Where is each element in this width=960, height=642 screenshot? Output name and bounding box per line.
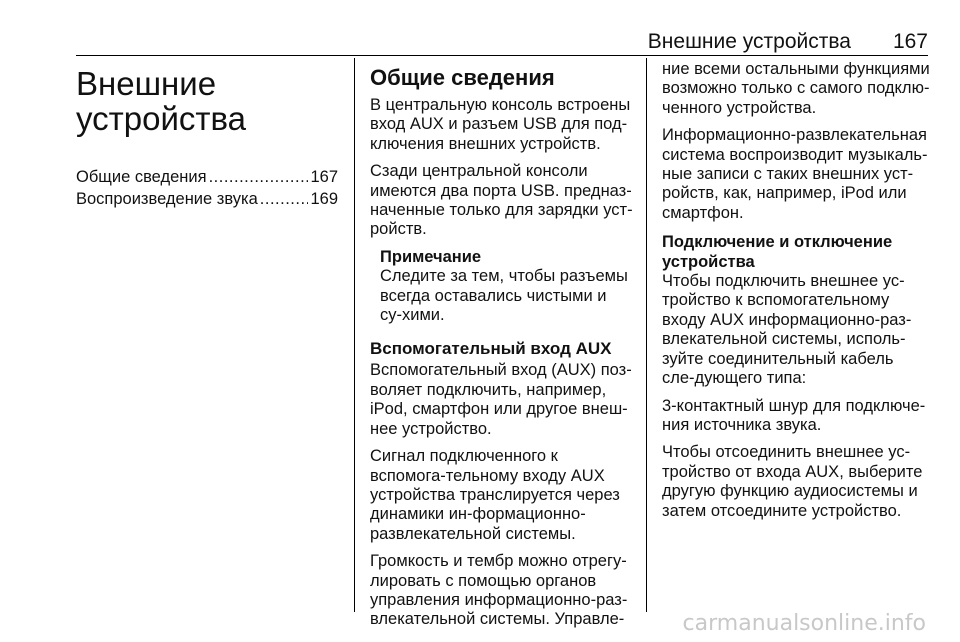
toc-page: 167 (310, 168, 338, 186)
toc-leader (260, 188, 309, 210)
column-2 (370, 60, 633, 638)
toc-leader (209, 166, 309, 188)
paragraph: Чтобы подключить внешнее ус-тройство к вспомогательному входу AUX информационно-раз-влекательной системы, исполь-зуйте соединительный кабель сле-дующего типа: (662, 272, 912, 388)
column-3 (662, 60, 930, 529)
toc-entry-audio-playback[interactable] (76, 188, 338, 210)
subsection-title: Вспомогательный вход AUX (370, 339, 612, 359)
column-1 (76, 60, 338, 210)
paragraph: В центральную консоль встроены вход AUX и разъем USB для под-ключения внешних устройств. (370, 96, 631, 153)
paragraph: ние всеми остальными функциями возможно только с самого подклю-ченного устройства. (662, 60, 930, 117)
header-rule (76, 55, 928, 56)
note-title: Примечание (380, 247, 482, 266)
paragraph: Чтобы отсоединить внешнее ус-тройство от входа AUX, выберите другую функцию аудиосистемы и затем отсоедините устройство. (662, 443, 923, 520)
paragraph: Сигнал подключенного к вспомога-тельному входу AUX устройства транслируется через динамики ин-формационно-развлекательной системы. (370, 447, 620, 543)
page-number: 167 (892, 30, 928, 53)
paragraph: 3-контактный шнур для подключе-ния источника звука. (662, 396, 926, 434)
note-box (370, 248, 633, 326)
toc-entry-general[interactable] (76, 166, 338, 188)
paragraph: Сзади центральной консоли имеются два порта USB. предназ-наченные только для зарядки уст-ройств. (370, 162, 633, 239)
note-text: Следите за тем, чтобы разъемы всегда оставались чистыми и су-хими. (380, 267, 628, 325)
paragraph: Громкость и тембр можно отрегу-лировать с помощью органов управления информационно-раз-влекательной системы. Управле- (370, 552, 628, 629)
toc-label: Общие сведения (76, 168, 207, 186)
column-divider-1 (354, 58, 355, 612)
running-title: Внешние устройства (647, 30, 851, 53)
chapter-title: Внешние устройства (76, 65, 247, 137)
subsection-title: Подключение и отключение устройства (662, 233, 893, 271)
paragraph: Вспомогательный вход (AUX) поз-воляет подключить, например, iPod, смартфон или другое внеш-нее устройство. (370, 361, 632, 438)
section-title: Общие сведения (370, 65, 555, 90)
toc-page: 169 (310, 190, 338, 208)
paragraph: Информационно-развлекательная система воспроизводит музыкаль-ные записи с таких внешних уст-ройств, как, например, iPod или смартфон. (662, 126, 928, 222)
page-header (76, 24, 928, 54)
watermark: carmanualsonline.info (682, 611, 926, 636)
column-divider-2 (646, 58, 647, 612)
toc-label: Воспроизведение звука (76, 190, 258, 208)
